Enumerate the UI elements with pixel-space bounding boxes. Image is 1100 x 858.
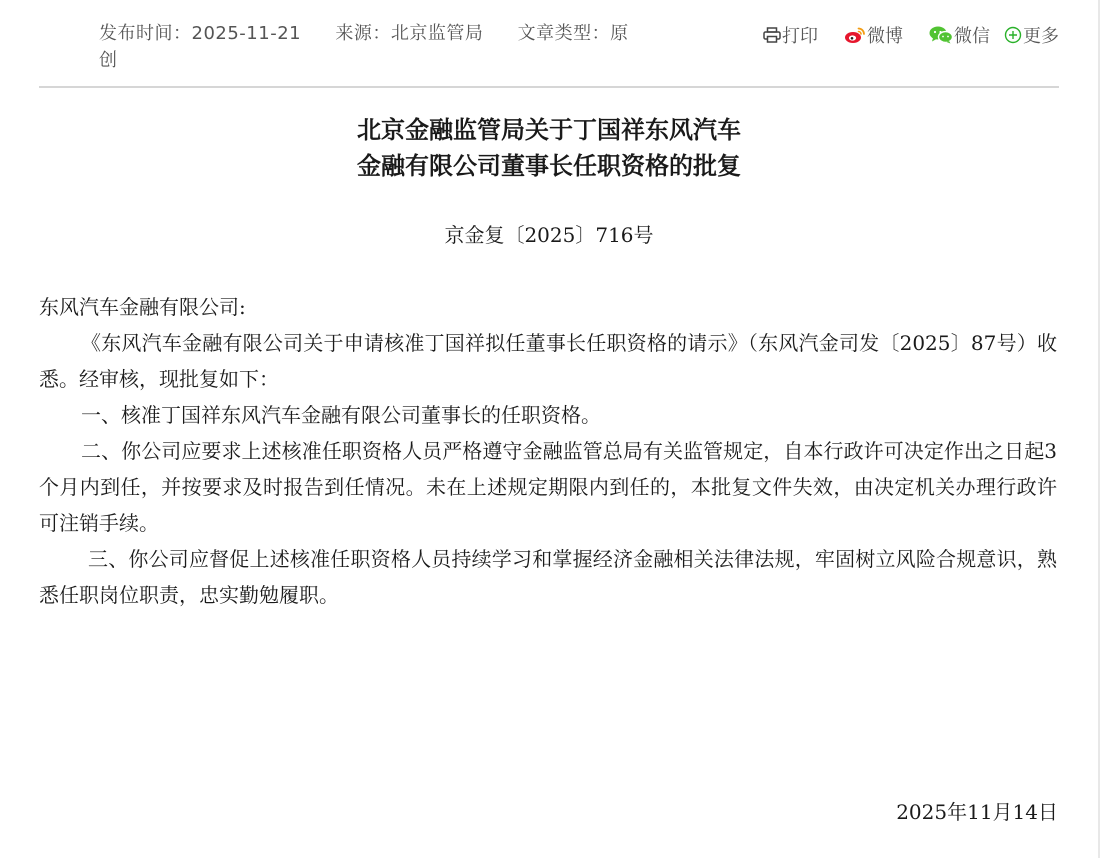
plus-circle-icon xyxy=(1004,26,1022,44)
source xyxy=(335,23,483,44)
document-date: 2025年11月14日 xyxy=(896,800,1058,824)
publish-time xyxy=(99,23,301,44)
print-button[interactable] xyxy=(763,22,818,48)
wechat-icon xyxy=(929,26,953,44)
body-paragraph-item-2: 二、你公司应要求上述核准任职资格人员严格遵守金融监管总局有关监管规定，自本行政许可决定作出之日起3个月内到任，并按要求及时报告到任情况。未在上述规定期限内到任的，本批复文件失效，由决定机关办理行政许可注销手续。 xyxy=(39,439,1057,535)
wechat-share-button[interactable] xyxy=(929,22,990,48)
wechat-label: 微信 xyxy=(954,26,990,47)
more-share-button[interactable] xyxy=(1004,22,1059,48)
meta-info xyxy=(99,20,634,74)
article-meta-bar xyxy=(39,0,1059,88)
weibo-share-button[interactable] xyxy=(844,22,903,48)
body-paragraph-request: 《东风汽车金融有限公司关于申请核准丁国祥拟任董事长任职资格的请示》（东风汽金司发〔2025〕87号）收悉。经审核，现批复如下： xyxy=(39,331,1057,391)
source-label: 来源： xyxy=(335,23,391,44)
share-toolbar xyxy=(763,22,1059,48)
salutation: 东风汽车金融有限公司: xyxy=(39,295,246,319)
document-title-line-1: 北京金融监管局关于丁国祥东风汽车 xyxy=(357,116,741,144)
document-title-line-2: 金融有限公司董事长任职资格的批复 xyxy=(357,152,741,180)
source-value: 北京监管局 xyxy=(390,23,484,44)
article-type-label: 文章类型： xyxy=(517,23,611,44)
body-paragraph-item-1: 一、核准丁国祥东风汽车金融有限公司董事长的任职资格。 xyxy=(81,403,601,427)
publish-time-value: 2025-11-21 xyxy=(191,23,302,44)
publish-time-label: 发布时间： xyxy=(99,23,192,44)
article-type-value: 原创 xyxy=(99,23,629,71)
weibo-icon xyxy=(844,26,866,44)
body-paragraph-item-3: 三、你公司应督促上述核准任职资格人员持续学习和掌握经济金融相关法律法规，牢固树立风险合规意识，熟悉任职岗位职责，忠实勤勉履职。 xyxy=(39,547,1057,607)
weibo-label: 微博 xyxy=(867,26,903,47)
print-label: 打印 xyxy=(782,26,818,47)
document-title xyxy=(39,112,1059,184)
more-label: 更多 xyxy=(1023,26,1059,47)
document-body xyxy=(39,289,1057,613)
document-number: 京金复〔2025〕716号 xyxy=(444,223,654,247)
printer-icon xyxy=(763,27,781,43)
